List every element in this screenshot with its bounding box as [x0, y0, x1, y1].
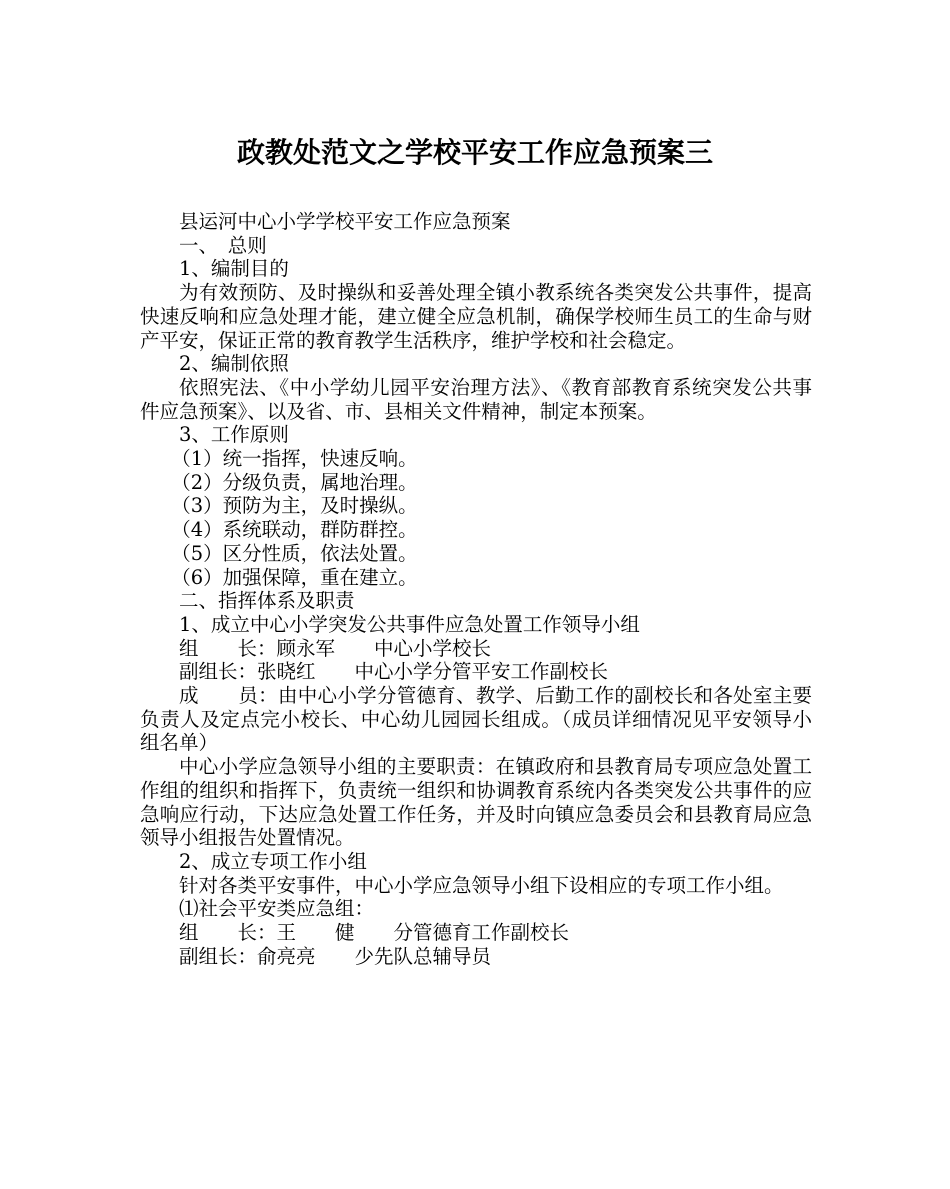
paragraph: 为有效预防、及时操纵和妥善处理全镇小教系统各类突发公共事件，提高快速反响和应急处理才能，建立健全应急机制，确保学校师生员工的生命与财产平安，保证正常的教育教学生活秩序，维护学校和社会稳定。 — [140, 281, 812, 352]
document-title: 政教处范文之学校平安工作应急预案三 — [236, 136, 713, 169]
paragraph: （1）统一指挥，快速反响。 — [171, 447, 418, 471]
paragraph: 组 长：顾永军 中心小学校长 — [179, 636, 492, 660]
paragraph: 副组长：俞亮亮 少先队总辅导员 — [179, 944, 492, 968]
paragraph: 1、成立中心小学突发公共事件应急处置工作领导小组 — [179, 612, 640, 636]
paragraph: 中心小学应急领导小组的主要职责：在镇政府和县教育局专项应急处置工作组的组织和指挥下，负责统一组织和协调教育系统内各类突发公共事件的应急响应行动，下达应急处置工作任务，并及时向镇应急委员会和县教育局应急领导小组报告处置情况。 — [140, 755, 812, 850]
paragraph: 3、工作原则 — [179, 423, 289, 447]
paragraph: 县运河中心小学学校平安工作应急预案 — [179, 210, 511, 233]
paragraph: 副组长：张晓红 中心小学分管平安工作副校长 — [179, 660, 609, 684]
paragraph: 一、 总则 — [179, 233, 267, 257]
paragraph: （2）分级负责，属地治理。 — [171, 470, 418, 494]
paragraph: 1、编制目的 — [179, 257, 289, 281]
paragraph: 成 员：由中心小学分管德育、教学、后勤工作的副校长和各处室主要负责人及定点完小校长、中心幼儿园园长组成。（成员详细情况见平安领导小组名单） — [140, 684, 812, 755]
paragraph: （5）区分性质，依法处置。 — [171, 541, 418, 565]
paragraph: （4）系统联动，群防群控。 — [171, 518, 418, 542]
paragraph: 组 长：王 健 分管德育工作副校长 — [179, 921, 570, 945]
document-body — [140, 210, 812, 969]
paragraph: （3）预防为主，及时操纵。 — [171, 494, 418, 518]
paragraph: （6）加强保障，重在建立。 — [171, 565, 418, 589]
paragraph: 2、成立专项工作小组 — [179, 849, 367, 873]
paragraph: 二、指挥体系及职责 — [179, 589, 355, 613]
paragraph: 针对各类平安事件，中心小学应急领导小组下设相应的专项工作小组。 — [179, 873, 784, 897]
paragraph: 2、编制依照 — [179, 352, 289, 376]
paragraph: ⑴社会平安类应急组： — [179, 897, 375, 921]
paragraph: 依照宪法、《中小学幼儿园平安治理方法》、《教育部教育系统突发公共事件应急预案》、以及省、市、县相关文件精神，制定本预案。 — [140, 375, 812, 423]
